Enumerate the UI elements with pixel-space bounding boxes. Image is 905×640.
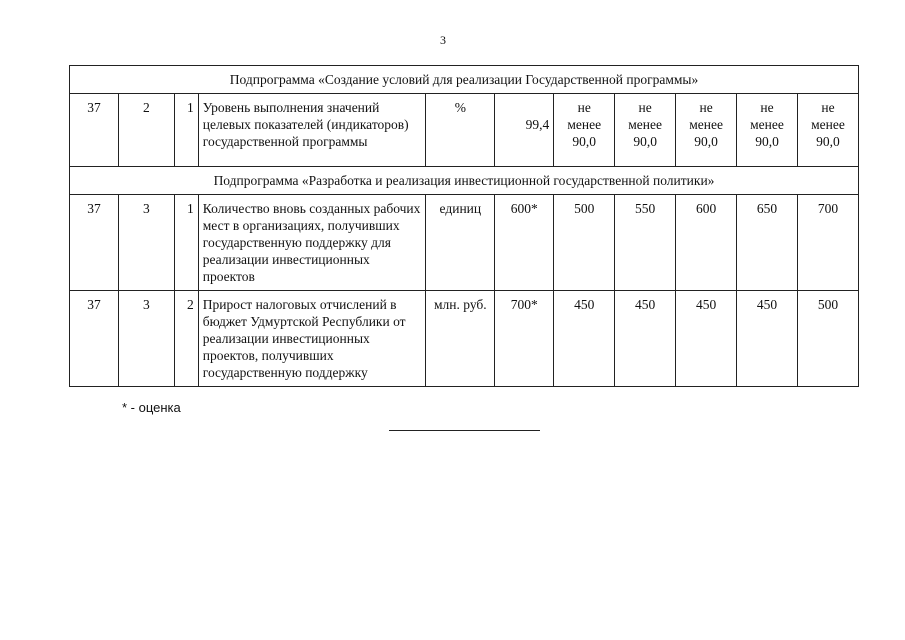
- page-number: 3: [440, 33, 446, 47]
- unit-cell: млн. руб.: [426, 291, 495, 387]
- target-value: не менее 90,0: [554, 94, 615, 167]
- target-value: 500: [554, 195, 615, 291]
- code-cell: 3: [118, 291, 174, 387]
- divider-line: [389, 430, 540, 431]
- subprogram-row: [70, 167, 859, 195]
- base-value: 700*: [495, 291, 554, 387]
- target-value: 450: [554, 291, 615, 387]
- base-value: 99,4: [495, 94, 554, 167]
- code-cell: 37: [70, 94, 119, 167]
- indicator-name: Количество вновь созданных рабочих мест в организациях, получивших государственную поддержку для реализации инвестиционных проектов: [198, 195, 426, 291]
- target-value: 450: [676, 291, 737, 387]
- target-value: не менее 90,0: [797, 94, 858, 167]
- code-cell: 2: [174, 291, 198, 387]
- indicator-name: Прирост налоговых отчислений в бюджет Удмуртской Республики от реализации инвестиционных проектов, получивших государственную поддержку: [198, 291, 426, 387]
- table-row: [70, 195, 859, 291]
- target-value: не менее 90,0: [676, 94, 737, 167]
- code-cell: 37: [70, 195, 119, 291]
- indicator-name: Уровень выполнения значений целевых показателей (индикаторов) государственной программы: [198, 94, 426, 167]
- target-value: 650: [737, 195, 798, 291]
- code-cell: 37: [70, 291, 119, 387]
- target-value: 700: [797, 195, 858, 291]
- subprogram-title: Подпрограмма «Создание условий для реализации Государственной программы»: [70, 66, 859, 94]
- indicators-table: [69, 65, 859, 387]
- table-row: [70, 94, 859, 167]
- unit-cell: %: [426, 94, 495, 167]
- code-cell: 2: [118, 94, 174, 167]
- subprogram-row: [70, 66, 859, 94]
- target-value: 450: [737, 291, 798, 387]
- code-cell: 1: [174, 195, 198, 291]
- table-row: [70, 291, 859, 387]
- target-value: не менее 90,0: [615, 94, 676, 167]
- code-cell: 3: [118, 195, 174, 291]
- target-value: 450: [615, 291, 676, 387]
- target-value: 500: [797, 291, 858, 387]
- target-value: 600: [676, 195, 737, 291]
- subprogram-title: Подпрограмма «Разработка и реализация инвестиционной государственной политики»: [70, 167, 859, 195]
- base-value: 600*: [495, 195, 554, 291]
- code-cell: 1: [174, 94, 198, 167]
- unit-cell: единиц: [426, 195, 495, 291]
- footnote: * - оценка: [122, 400, 181, 415]
- target-value: не менее 90,0: [737, 94, 798, 167]
- target-value: 550: [615, 195, 676, 291]
